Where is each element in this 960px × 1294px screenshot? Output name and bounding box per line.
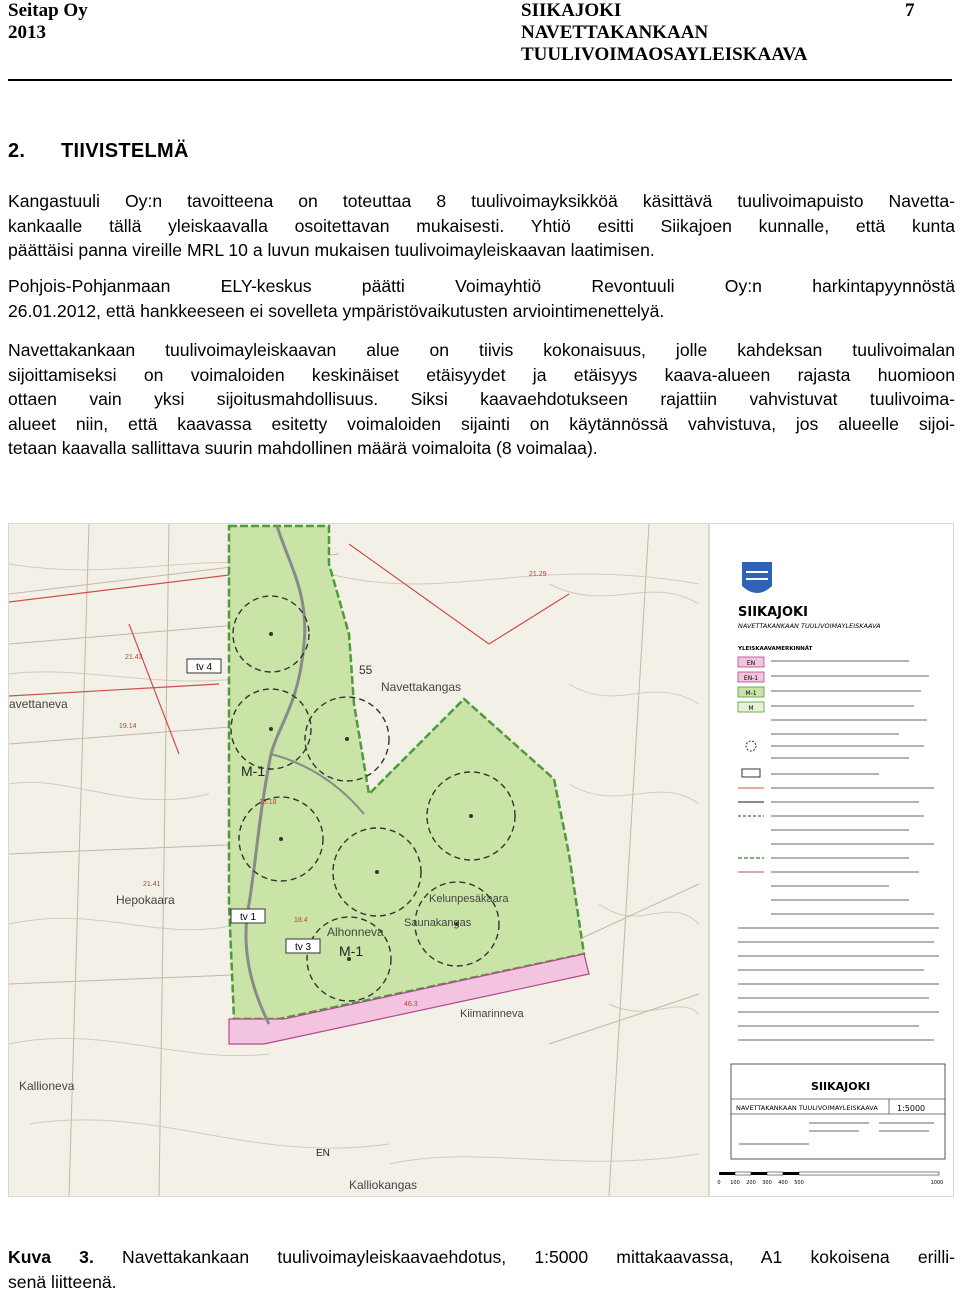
paragraph-2 xyxy=(8,274,955,323)
paragraph-line: Kangastuuli Oy:n tavoitteena on toteuttaa 8 tuulivoimayksikköä käsittävä tuulivoimapuisto Navetta- xyxy=(8,189,955,214)
paragraph-1 xyxy=(8,189,955,263)
m1-label-b: M-1 xyxy=(339,943,363,959)
paragraph-line: Pohjois-Pohjanmaan ELY-keskus päätti Voimayhtiö Revontuuli Oy:n harkintapyynnöstä xyxy=(8,274,955,299)
header-year: 2013 xyxy=(8,22,46,44)
scale-tick-label: 0 xyxy=(717,1180,720,1186)
place-kelunpesakaara: Kelunpesäkaara xyxy=(429,893,509,905)
scale-tick-label: 1000 xyxy=(931,1180,944,1186)
place-kallioneva: Kallioneva xyxy=(19,1079,75,1093)
header-municipality: SIIKAJOKI xyxy=(521,0,621,22)
elevation-label-7: 21.29 xyxy=(529,571,547,578)
paragraph-3 xyxy=(8,338,955,461)
legend-code-en1: EN-1 xyxy=(744,675,758,682)
legend-municipality: SIIKAJOKI xyxy=(738,605,808,620)
section-title: TIIVISTELMÄ xyxy=(61,140,189,162)
scale-tick-label: 500 xyxy=(794,1180,804,1186)
paragraph-line: sijoittamiseksi on voimaloiden keskinäiset etäisyydet ja etäisyys kaava-alueen rajasta huomioon xyxy=(8,363,955,388)
paragraph-line: alueet niin, että kaavassa esitetty voimaloiden sijainti on käytännössä vahvistuva, jos alueelle sijoi- xyxy=(8,412,955,437)
place-kiimarinneva: Kiimarinneva xyxy=(460,1008,524,1020)
place-hepokaara: Hepokaara xyxy=(116,893,175,907)
title-block-scale: 1:5000 xyxy=(897,1104,925,1113)
title-block-plan: NAVETTAKANKAAN TUULIVOIMAYLEISKAAVA xyxy=(736,1104,878,1112)
municipality-coat-of-arms-icon xyxy=(742,562,772,593)
paragraph-line: 26.01.2012, että hankkeeseen ei sovelleta ympäristövaikutusten arviointimenettelyä. xyxy=(8,299,955,324)
legend-code-m1: M-1 xyxy=(745,690,756,697)
elevation-label-6: 46.3 xyxy=(404,1001,418,1008)
number-55-label: 55 xyxy=(359,663,373,677)
plan-map xyxy=(9,524,953,1196)
header-rule xyxy=(8,79,952,81)
scale-tick-label: 200 xyxy=(746,1180,756,1186)
tv3-label: tv 3 xyxy=(295,942,312,953)
place-navettaneva: avettaneva xyxy=(9,697,68,711)
paragraph-line: päättäisi panna vireille MRL 10 a luvun mukaisen tuulivoimayleiskaavan laatimisen. xyxy=(8,238,955,263)
en-label: EN xyxy=(316,1148,330,1159)
scale-tick-label: 400 xyxy=(778,1180,788,1186)
elevation-label-2: 21.41 xyxy=(143,881,161,888)
caption-label: Kuva 3. xyxy=(8,1247,94,1267)
legend-section-heading: YLEISKAAVAMERKINNÄT xyxy=(737,645,813,652)
header-company: Seitap Oy xyxy=(8,0,88,22)
tv1-label: tv 1 xyxy=(240,912,257,923)
place-saunakangas: Saunakangas xyxy=(404,917,472,929)
caption-line-1 xyxy=(8,1245,955,1270)
paragraph-line: kankaalle tällä yleiskaavalla osoitettavan mukaisesti. Yhtiö esitti Siikajoen kunnalle, että kunta xyxy=(8,214,955,239)
plan-map-figure xyxy=(8,523,954,1197)
m1-label-a: M-1 xyxy=(241,763,265,779)
elevation-label-3: 18.4 xyxy=(294,917,308,924)
place-alhonneva: Alhonneva xyxy=(327,925,384,939)
scale-tick-label: 300 xyxy=(762,1180,772,1186)
place-kalliokangas: Kalliokangas xyxy=(349,1178,417,1192)
legend-code-m: M xyxy=(748,705,753,712)
legend-plan-title: NAVETTAKANKAAN TUULIVOIMAYLEISKAAVA xyxy=(738,622,881,630)
section-number: 2. xyxy=(8,140,25,162)
title-block-municipality: SIIKAJOKI xyxy=(811,1080,870,1093)
tv4-label: tv 4 xyxy=(196,662,213,673)
place-navettakangas: Navettakangas xyxy=(381,680,461,694)
paragraph-line: ottaen vain yksi sijoitusmahdollisuus. Siksi kaavaehdotukseen rajattiin vahvistuvat tuulivoima- xyxy=(8,387,955,412)
elevation-label-5: 18.18 xyxy=(259,799,277,806)
paragraph-line: Navettakankaan tuulivoimayleiskaavan alue on tiivis kokonaisuus, jolle kahdeksan tuulivoimalan xyxy=(8,338,955,363)
section-heading xyxy=(8,140,189,163)
paragraph-line: tetaan kaavalla sallittava suurin mahdollinen määrä voimaloita (8 voimalaa). xyxy=(8,436,955,461)
elevation-label-4: 19.14 xyxy=(119,723,137,730)
figure-caption xyxy=(8,1245,955,1294)
legend-panel xyxy=(709,524,953,1196)
header-plan-area: NAVETTAKANKAAN xyxy=(521,22,708,44)
caption-text: Navettakankaan tuulivoimayleiskaavaehdotus, 1:5000 mittakaavassa, A1 kokoisena erilli- xyxy=(94,1247,955,1267)
page-number: 7 xyxy=(905,0,915,22)
elevation-label-1: 21.43 xyxy=(125,654,143,661)
scale-tick-label: 100 xyxy=(730,1180,740,1186)
header-plan-type: TUULIVOIMAOSAYLEISKAAVA xyxy=(521,44,807,66)
caption-line-2: senä liitteenä. xyxy=(8,1270,955,1294)
legend-code-en: EN xyxy=(747,660,755,667)
